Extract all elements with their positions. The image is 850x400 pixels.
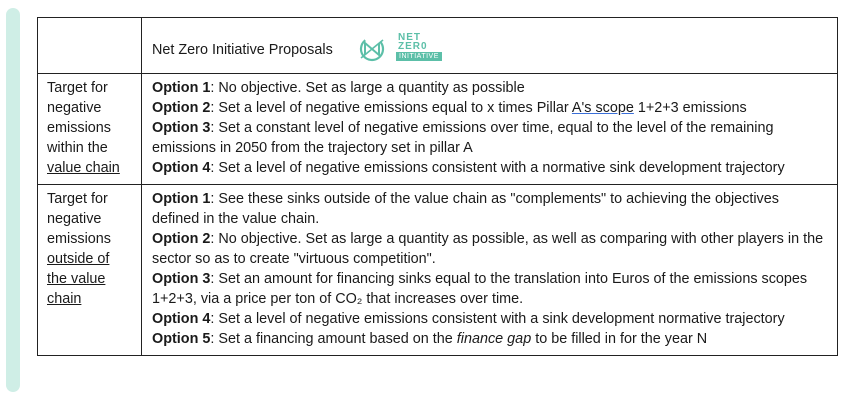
label-line: negative <box>47 211 102 227</box>
option-item <box>152 118 829 158</box>
label-line: emissions <box>47 120 111 136</box>
option-text: : Set a level of negative emissions consistent with a normative sink development trajectory <box>210 160 785 176</box>
option-label: Option 4 <box>152 311 211 327</box>
row-label-outside-value-chain <box>38 185 142 356</box>
option-text: : Set a level of negative emissions equal to x times Pillar <box>210 100 572 116</box>
label-underlined-line: outside of <box>47 251 110 267</box>
option-label: Option 5 <box>152 331 211 347</box>
option-text-emphasis: finance gap <box>456 331 532 347</box>
option-label: Option 3 <box>152 120 211 136</box>
header-cell <box>142 18 838 74</box>
label-line: emissions <box>47 231 111 247</box>
options-outside-value-chain <box>142 185 838 356</box>
net-zero-initiative-logo <box>356 32 439 65</box>
option-text: : Set a constant level of negative emissions over time, equal to the level of the remaining emissions in 2050 from the trajectory set in pillar A <box>152 120 774 156</box>
label-line: negative <box>47 100 102 116</box>
option-label: Option 2 <box>152 231 211 247</box>
option-text: : See these sinks outside of the value chain as "complements" to achieving the objectives defined in the value chain. <box>152 191 779 227</box>
option-label: Option 4 <box>152 160 211 176</box>
option-item <box>152 78 829 98</box>
option-text: : Set an amount for financing sinks equal to the translation into Euros of the emissions scopes 1+2+3, via a price per ton of CO₂ that increases over time. <box>152 271 808 307</box>
label-underlined-line: value chain <box>47 160 120 176</box>
option-label: Option 3 <box>152 271 211 287</box>
option-label: Option 1 <box>152 80 211 96</box>
option-text: to be filled in for the year N <box>531 331 708 347</box>
option-text: : No objective. Set as large a quantity as possible <box>210 80 525 96</box>
label-underlined-line: chain <box>47 291 82 307</box>
option-label: Option 2 <box>152 100 211 116</box>
proposals-table <box>37 17 838 356</box>
row-label-within-value-chain <box>38 74 142 185</box>
option-item <box>152 158 829 178</box>
table-title: Net Zero Initiative Proposals <box>152 42 333 58</box>
option-item <box>152 189 829 229</box>
logo-mark-icon <box>356 33 390 65</box>
header-empty-cell <box>38 18 142 74</box>
option-item <box>152 269 829 309</box>
option-text: 1+2+3 emissions <box>633 100 747 116</box>
option-item <box>152 229 829 269</box>
options-within-value-chain <box>142 74 838 185</box>
option-label: Option 1 <box>152 191 211 207</box>
label-underlined-line: the value <box>47 271 106 287</box>
decorative-side-bar <box>6 8 20 392</box>
logo-word-net: NET <box>398 32 421 43</box>
row-outside-value-chain <box>38 185 838 356</box>
label-line: Target for <box>47 191 108 207</box>
option-text: : Set a financing amount based on the <box>210 331 457 347</box>
option-text: : Set a level of negative emissions consistent with a sink development normative trajectory <box>210 311 785 327</box>
option-item <box>152 329 829 349</box>
logo-word-zero: ZER0 <box>398 41 428 52</box>
logo-tag-initiative: INITIATIVE <box>396 52 442 61</box>
option-text-marked: A's scope <box>571 100 634 116</box>
row-within-value-chain <box>38 74 838 185</box>
label-line: Target for <box>47 80 108 96</box>
option-text: : No objective. Set as large a quantity as possible, as well as comparing with other players in the sector so as to create "virtuous competition". <box>152 231 824 267</box>
label-line: within the <box>47 140 108 156</box>
header-row <box>38 18 838 74</box>
option-item <box>152 309 829 329</box>
option-item <box>152 98 829 118</box>
